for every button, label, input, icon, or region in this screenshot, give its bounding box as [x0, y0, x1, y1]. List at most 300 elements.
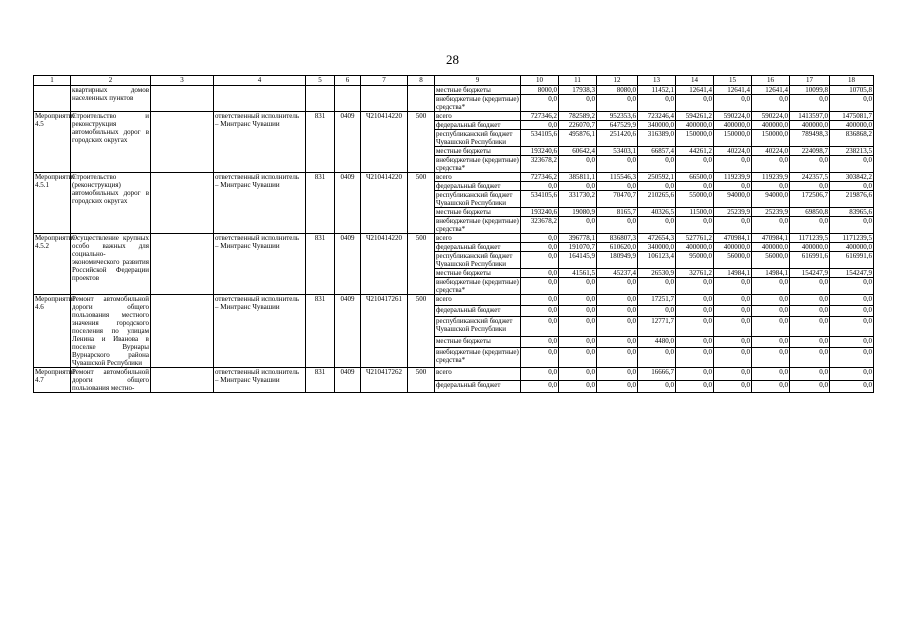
year-amount: 12641,4: [752, 86, 790, 95]
cofinancing-cell: [151, 368, 214, 393]
column-number-header: 14: [676, 76, 714, 86]
year-amount: 0,0: [676, 156, 714, 173]
funding-source: всего: [435, 368, 521, 381]
year-amount: 0,0: [559, 217, 597, 234]
funding-source: внебюджетные (кредитные) средства*: [435, 347, 521, 367]
year-amount: 0,0: [521, 316, 559, 336]
responsible-executor: [214, 86, 306, 112]
year-amount: 400000,0: [676, 243, 714, 252]
year-amount: 647529,9: [597, 121, 638, 130]
measure-label: Мероприятие 4.5.1: [34, 173, 71, 234]
year-amount: 0,0: [752, 278, 790, 295]
measure-label: Мероприятие 4.7: [34, 368, 71, 393]
funding-source: федеральный бюджет: [435, 380, 521, 393]
year-amount: 0,0: [559, 156, 597, 173]
target-article-code: Ч210414220: [361, 112, 408, 173]
year-amount: 0,0: [638, 278, 676, 295]
year-amount: 0,0: [597, 278, 638, 295]
target-article-code: Ч210414220: [361, 173, 408, 234]
year-amount: 44261,2: [676, 147, 714, 156]
year-amount: 150000,0: [752, 130, 790, 147]
year-amount: 0,0: [714, 95, 752, 112]
year-amount: 0,0: [521, 368, 559, 381]
year-amount: 56000,0: [714, 252, 752, 269]
year-amount: 470984,1: [714, 234, 752, 243]
year-amount: 0,0: [521, 243, 559, 252]
year-amount: 14984,1: [752, 269, 790, 278]
year-amount: 0,0: [597, 95, 638, 112]
year-amount: 0,0: [790, 305, 830, 316]
year-amount: 0,0: [714, 278, 752, 295]
year-amount: 0,0: [559, 380, 597, 393]
year-amount: 210265,6: [638, 191, 676, 208]
year-amount: 340000,0: [638, 121, 676, 130]
funding-source: федеральный бюджет: [435, 121, 521, 130]
year-amount: 610620,0: [597, 243, 638, 252]
year-amount: 55000,0: [676, 191, 714, 208]
year-amount: 0,0: [521, 269, 559, 278]
year-amount: 590224,0: [714, 112, 752, 121]
year-amount: 0,0: [676, 305, 714, 316]
year-amount: 0,0: [521, 295, 559, 306]
year-amount: 789498,3: [790, 130, 830, 147]
year-amount: 0,0: [714, 380, 752, 393]
year-amount: 495876,1: [559, 130, 597, 147]
target-article-code: Ч210417262: [361, 368, 408, 393]
year-amount: 303842,2: [830, 173, 874, 182]
year-amount: 0,0: [830, 368, 874, 381]
responsible-executor: ответственный исполнитель – Минтранс Чувашии: [214, 234, 306, 295]
column-number-header: 4: [214, 76, 306, 86]
year-amount: 12771,7: [638, 316, 676, 336]
section-code: 0409: [335, 173, 361, 234]
year-amount: 594261,2: [676, 112, 714, 121]
year-amount: 0,0: [790, 336, 830, 347]
year-amount: 400000,0: [790, 121, 830, 130]
year-amount: 0,0: [752, 347, 790, 367]
cofinancing-cell: [151, 173, 214, 234]
funding-source: местные бюджеты: [435, 208, 521, 217]
year-amount: 0,0: [597, 380, 638, 393]
year-amount: 41561,5: [559, 269, 597, 278]
year-amount: 0,0: [752, 336, 790, 347]
year-amount: 0,0: [597, 316, 638, 336]
year-amount: 60642,4: [559, 147, 597, 156]
year-amount: 0,0: [676, 95, 714, 112]
year-amount: 0,0: [714, 368, 752, 381]
grbs-code: 831: [306, 112, 335, 173]
year-amount: 400000,0: [752, 243, 790, 252]
year-amount: 1413597,0: [790, 112, 830, 121]
year-amount: 0,0: [521, 336, 559, 347]
funding-source: местные бюджеты: [435, 269, 521, 278]
year-amount: 0,0: [790, 278, 830, 295]
column-number-header: 10: [521, 76, 559, 86]
year-amount: 115546,3: [597, 173, 638, 182]
year-amount: 0,0: [714, 336, 752, 347]
cofinancing-cell: [151, 295, 214, 368]
year-amount: 0,0: [830, 278, 874, 295]
year-amount: 0,0: [752, 95, 790, 112]
expense-type-code: 500: [408, 295, 435, 368]
year-amount: 12641,4: [714, 86, 752, 95]
year-amount: 0,0: [830, 347, 874, 367]
year-amount: 0,0: [638, 156, 676, 173]
year-amount: 32761,2: [676, 269, 714, 278]
column-number-header: 9: [435, 76, 521, 86]
section-code: [335, 86, 361, 112]
year-amount: 0,0: [752, 380, 790, 393]
target-article-code: [361, 86, 408, 112]
year-amount: 95000,0: [676, 252, 714, 269]
table-row: [34, 86, 874, 95]
year-amount: 0,0: [559, 336, 597, 347]
year-amount: 0,0: [830, 95, 874, 112]
expense-type-code: 500: [408, 173, 435, 234]
expense-type-code: 500: [408, 112, 435, 173]
measure-description: Ремонт автомобильной дороги общего пользования местного значения городского поселения по улицам Ленина и Иванова в поселке Вурнары Вурнарского района Чувашской Республики: [72, 295, 149, 367]
funding-source: внебюджетные (кредитные) средства*: [436, 278, 519, 294]
year-amount: 400000,0: [714, 243, 752, 252]
funding-source: местные бюджеты: [435, 336, 521, 347]
grbs-code: [306, 86, 335, 112]
year-amount: 150000,0: [714, 130, 752, 147]
year-amount: 323678,2: [521, 217, 559, 234]
year-amount: 11452,1: [638, 86, 676, 95]
column-number-header: 1: [34, 76, 71, 86]
budget-table: [33, 75, 874, 393]
year-amount: 172506,7: [790, 191, 830, 208]
year-amount: 952353,6: [597, 112, 638, 121]
funding-source: республиканский бюджет Чувашской Республики: [435, 191, 521, 208]
year-amount: 8000,0: [521, 86, 559, 95]
year-amount: 0,0: [638, 305, 676, 316]
year-amount: 0,0: [676, 295, 714, 306]
year-amount: 0,0: [714, 295, 752, 306]
year-amount: 242357,5: [790, 173, 830, 182]
year-amount: 400000,0: [714, 121, 752, 130]
year-amount: 0,0: [752, 316, 790, 336]
year-amount: 1171239,5: [830, 234, 874, 243]
table-row: [34, 234, 874, 243]
year-amount: 0,0: [559, 95, 597, 112]
measure-label: Мероприятие 4.6: [34, 295, 71, 368]
page-number: 28: [446, 52, 459, 67]
year-amount: 0,0: [830, 156, 874, 173]
year-amount: 70470,7: [597, 191, 638, 208]
year-amount: 0,0: [597, 217, 638, 234]
measure-description: квартирных домов населенных пунктов: [71, 86, 151, 112]
year-amount: 0,0: [752, 368, 790, 381]
year-amount: 0,0: [597, 156, 638, 173]
year-amount: 0,0: [676, 278, 714, 295]
section-code: 0409: [335, 112, 361, 173]
year-amount: 8165,7: [597, 208, 638, 217]
year-amount: 94000,0: [752, 191, 790, 208]
column-number-header: 6: [335, 76, 361, 86]
year-amount: 45237,4: [597, 269, 638, 278]
year-amount: 0,0: [790, 182, 830, 191]
year-amount: 69850,8: [790, 208, 830, 217]
column-number-header: 18: [830, 76, 874, 86]
year-amount: 0,0: [521, 305, 559, 316]
year-amount: 238213,5: [830, 147, 874, 156]
year-amount: 0,0: [790, 295, 830, 306]
year-amount: 106123,4: [638, 252, 676, 269]
year-amount: 0,0: [790, 368, 830, 381]
year-amount: 0,0: [830, 316, 874, 336]
year-amount: 400000,0: [790, 243, 830, 252]
year-amount: 1475081,7: [830, 112, 874, 121]
year-amount: 0,0: [830, 336, 874, 347]
funding-source: федеральный бюджет: [435, 243, 521, 252]
year-amount: 0,0: [714, 305, 752, 316]
year-amount: 0,0: [559, 182, 597, 191]
column-number-header: 17: [790, 76, 830, 86]
year-amount: 0,0: [830, 217, 874, 234]
funding-source: местные бюджеты: [435, 147, 521, 156]
year-amount: 164145,9: [559, 252, 597, 269]
year-amount: 727346,2: [521, 112, 559, 121]
year-amount: 0,0: [559, 347, 597, 367]
target-article-code: Ч210417261: [361, 295, 408, 368]
grbs-code: 831: [306, 295, 335, 368]
year-amount: 0,0: [714, 316, 752, 336]
year-amount: 0,0: [521, 234, 559, 243]
year-amount: 782589,2: [559, 112, 597, 121]
year-amount: 16666,7: [638, 368, 676, 381]
column-number-header: 12: [597, 76, 638, 86]
year-amount: 590224,0: [752, 112, 790, 121]
measure-description: Строительство и реконструкция автомобильных дорог в городских округах: [71, 112, 151, 173]
measure-description: Ремонт автомобильной дороги общего пользования местно-: [72, 368, 149, 392]
year-amount: 0,0: [676, 368, 714, 381]
year-amount: 0,0: [638, 347, 676, 367]
year-amount: 0,0: [790, 156, 830, 173]
cofinancing-cell: [151, 234, 214, 295]
year-amount: 723246,4: [638, 112, 676, 121]
year-amount: 154247,9: [790, 269, 830, 278]
year-amount: 0,0: [638, 217, 676, 234]
year-amount: 0,0: [752, 182, 790, 191]
year-amount: 26530,9: [638, 269, 676, 278]
year-amount: 8080,0: [597, 86, 638, 95]
year-amount: 0,0: [521, 380, 559, 393]
funding-source: федеральный бюджет: [435, 182, 521, 191]
funding-source: всего: [435, 234, 521, 243]
year-amount: 316389,0: [638, 130, 676, 147]
year-amount: 11500,0: [676, 208, 714, 217]
year-amount: 250592,1: [638, 173, 676, 182]
table-row: [34, 368, 874, 381]
year-amount: 0,0: [597, 305, 638, 316]
year-amount: 0,0: [830, 295, 874, 306]
grbs-code: 831: [306, 234, 335, 295]
year-amount: 94000,0: [714, 191, 752, 208]
year-amount: 400000,0: [676, 121, 714, 130]
year-amount: 83965,6: [830, 208, 874, 217]
column-number-header: 2: [71, 76, 151, 86]
year-amount: 0,0: [714, 182, 752, 191]
year-amount: 0,0: [676, 336, 714, 347]
expense-type-code: 500: [408, 368, 435, 393]
year-amount: 226070,7: [559, 121, 597, 130]
year-amount: 0,0: [676, 217, 714, 234]
year-amount: 0,0: [521, 182, 559, 191]
year-amount: 25239,9: [714, 208, 752, 217]
year-amount: 17251,7: [638, 295, 676, 306]
year-amount: 0,0: [790, 316, 830, 336]
year-amount: 56000,0: [752, 252, 790, 269]
year-amount: 470984,1: [752, 234, 790, 243]
year-amount: 836807,3: [597, 234, 638, 243]
year-amount: 0,0: [790, 380, 830, 393]
year-amount: 40326,5: [638, 208, 676, 217]
year-amount: 12641,4: [676, 86, 714, 95]
responsible-executor: ответственный исполнитель – Минтранс Чувашии: [214, 295, 306, 368]
section-code: 0409: [335, 234, 361, 295]
column-number-header: 5: [306, 76, 335, 86]
header-row: [34, 76, 874, 86]
funding-source: местные бюджеты: [435, 86, 521, 95]
year-amount: 400000,0: [752, 121, 790, 130]
year-amount: 0,0: [638, 380, 676, 393]
responsible-executor: ответственный исполнитель – Минтранс Чувашии: [214, 173, 306, 234]
year-amount: 400000,0: [830, 121, 874, 130]
year-amount: 150000,0: [676, 130, 714, 147]
year-amount: 0,0: [790, 347, 830, 367]
year-amount: 527761,2: [676, 234, 714, 243]
responsible-executor: ответственный исполнитель – Минтранс Чувашии: [214, 368, 306, 393]
column-number-header: 3: [151, 76, 214, 86]
measure-label: Мероприятие 4.5.2: [34, 234, 71, 295]
year-amount: 534105,6: [521, 191, 559, 208]
year-amount: 219876,6: [830, 191, 874, 208]
expense-type-code: 500: [408, 234, 435, 295]
year-amount: 0,0: [676, 316, 714, 336]
year-amount: 0,0: [597, 295, 638, 306]
year-amount: 66857,4: [638, 147, 676, 156]
cofinancing-cell: [151, 86, 214, 112]
year-amount: 0,0: [597, 336, 638, 347]
measure-description: Осуществление крупных особо важных для социально-экономического развития Российской Федерации проектов: [71, 234, 151, 295]
year-amount: 0,0: [830, 182, 874, 191]
year-amount: 0,0: [676, 380, 714, 393]
year-amount: 1171239,5: [790, 234, 830, 243]
responsible-executor: ответственный исполнитель – Минтранс Чувашии: [214, 112, 306, 173]
year-amount: 0,0: [559, 368, 597, 381]
table-row: [34, 173, 874, 182]
year-amount: 0,0: [830, 305, 874, 316]
year-amount: 0,0: [521, 278, 559, 295]
year-amount: 10099,8: [790, 86, 830, 95]
year-amount: 0,0: [752, 295, 790, 306]
year-amount: 0,0: [714, 217, 752, 234]
year-amount: 40224,0: [752, 147, 790, 156]
grbs-code: 831: [306, 173, 335, 234]
year-amount: 10705,8: [830, 86, 874, 95]
year-amount: 0,0: [638, 95, 676, 112]
table-row: [34, 112, 874, 121]
year-amount: 66500,0: [676, 173, 714, 182]
year-amount: 251420,6: [597, 130, 638, 147]
column-number-header: 16: [752, 76, 790, 86]
expense-type-code: [408, 86, 435, 112]
target-article-code: Ч210414220: [361, 234, 408, 295]
year-amount: 0,0: [790, 217, 830, 234]
year-amount: 0,0: [597, 347, 638, 367]
column-number-header: 8: [408, 76, 435, 86]
measure-label: Мероприятие 4.5: [34, 112, 71, 173]
year-amount: 0,0: [521, 95, 559, 112]
year-amount: 224098,7: [790, 147, 830, 156]
year-amount: 191070,7: [559, 243, 597, 252]
year-amount: 340000,0: [638, 243, 676, 252]
year-amount: 0,0: [559, 278, 597, 295]
year-amount: 616991,6: [830, 252, 874, 269]
year-amount: 727346,2: [521, 173, 559, 182]
year-amount: 0,0: [638, 182, 676, 191]
year-amount: 17938,3: [559, 86, 597, 95]
year-amount: 396778,1: [559, 234, 597, 243]
year-amount: 53403,1: [597, 147, 638, 156]
funding-source: республиканский бюджет Чувашской Республики: [435, 130, 521, 147]
year-amount: 616991,6: [790, 252, 830, 269]
year-amount: 193240,6: [521, 208, 559, 217]
year-amount: 193240,6: [521, 147, 559, 156]
section-code: 0409: [335, 368, 361, 393]
funding-source: всего: [435, 295, 521, 306]
section-code: 0409: [335, 295, 361, 368]
funding-source: внебюджетные (кредитные) средства*: [436, 156, 519, 172]
funding-source: всего: [435, 173, 521, 182]
funding-source: внебюджетные (кредитные) средства*: [436, 217, 519, 233]
year-amount: 0,0: [676, 182, 714, 191]
year-amount: 0,0: [521, 347, 559, 367]
year-amount: 0,0: [559, 305, 597, 316]
column-number-header: 13: [638, 76, 676, 86]
year-amount: 534105,6: [521, 130, 559, 147]
table-row: [34, 295, 874, 306]
funding-source: внебюджетные (кредитные) средства*: [436, 95, 519, 111]
year-amount: 19080,9: [559, 208, 597, 217]
measure-label: [34, 86, 71, 112]
year-amount: 472654,3: [638, 234, 676, 243]
year-amount: 385811,1: [559, 173, 597, 182]
funding-source: федеральный бюджет: [435, 305, 521, 316]
year-amount: 14984,1: [714, 269, 752, 278]
measure-description: Строительство (реконструкция) автомобильных дорог в городских округах: [71, 173, 151, 234]
year-amount: 180949,9: [597, 252, 638, 269]
year-amount: 0,0: [752, 305, 790, 316]
year-amount: 40224,0: [714, 147, 752, 156]
year-amount: 0,0: [676, 347, 714, 367]
year-amount: 836868,2: [830, 130, 874, 147]
column-number-header: 15: [714, 76, 752, 86]
year-amount: 400000,0: [830, 243, 874, 252]
year-amount: 0,0: [559, 295, 597, 306]
cofinancing-cell: [151, 112, 214, 173]
funding-source: всего: [435, 112, 521, 121]
year-amount: 0,0: [559, 316, 597, 336]
year-amount: 154247,9: [830, 269, 874, 278]
column-number-header: 7: [361, 76, 408, 86]
year-amount: 0,0: [752, 156, 790, 173]
year-amount: 0,0: [597, 368, 638, 381]
year-amount: 0,0: [521, 121, 559, 130]
year-amount: 119239,9: [752, 173, 790, 182]
year-amount: 0,0: [521, 252, 559, 269]
